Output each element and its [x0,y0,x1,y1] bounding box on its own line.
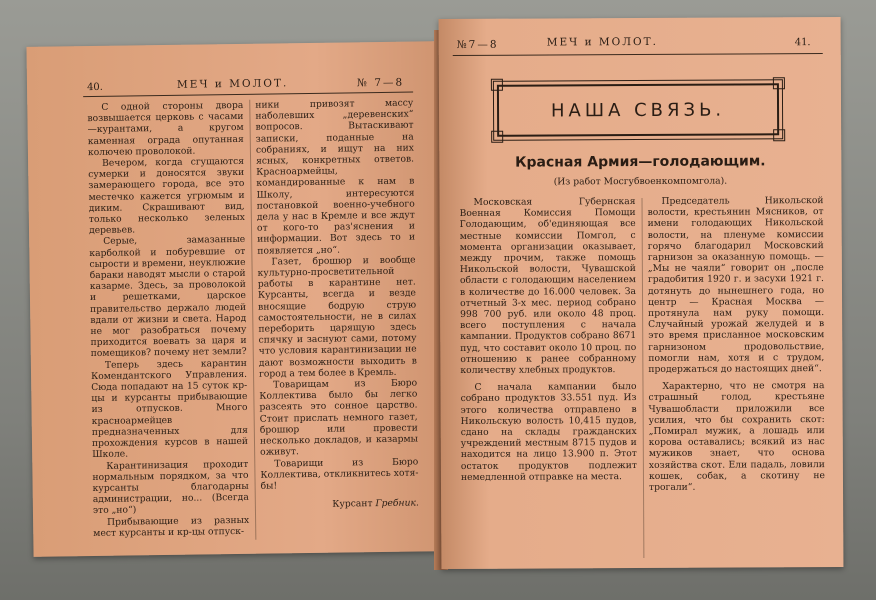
paragraph: Теперь здесь карантин Комендантского Управления. Сюда попадают на 15 суток кр-цы и курсанты прибывающие из отпусков. Много красноармейцев предназначенных для прохождения курсов в нашей Школе. [90,357,249,461]
paragraph: Председатель Никольской волости, крестьянин Мясников, от имени голодающих Никольской волости, на пленуме комиссии горячо благодарил Московский гарнизон за оказанную помощь. —„Мы не чаяли“ говорит он „после градобития 1920 г. и засухи 1921 г. дотянуть до нынешнего года, но центр — Красная Москва — протянула нам руку помощи. Случайный урожай желудей и в это время присланное московским гарнизоном продовольствие, помогли нам, хотя и с трудом, продержаться до настоящих дней“. [647,195,825,376]
paragraph: Характерно, что не смотря на страшный голод, крестьяне Чувашобласти приложили все усилия, что бы сохранить скот: „Помирал мужик, а лошадь или корова оставались; всякий из нас мужиков знает, что основа хозяйства скот. Ели падаль, ловили кошек, собак, а скотину не трогали“. [648,380,825,494]
corner-ornament [773,129,785,141]
paragraph: С одной стороны двора возвышается церковь с часами—курантами, а кругом каменная ограда опутанная колючею проволокой. [87,99,244,158]
signature-name: Гребник. [375,497,419,510]
paragraph: Карантинизация проходит нормальным порядком, за что курсанты благодарны администрации, но... (Всегда это „но“) [92,458,249,517]
left-column-1 [87,100,249,539]
paragraph: Прибывающие из разных мест курсанты и кр-цы отпуск- [93,514,250,539]
paragraph: Серые, замазанные карболкой и побуревшие от сырости и времени, неуклюжие бараки наводят мысли о старой казарме. Здесь, за проволокой и решетками, царское правительство держало людей вдали от жизни и света. Народ не мог разобраться почему приходится воевать за царя и помещиков? почему нет земли? [89,234,247,360]
article-subtitle: (Из работ Мосгубвоенкомпомгола). [553,175,728,188]
left-header-rule [83,92,413,98]
article-title: Красная Армия—голодающим. [515,153,766,171]
section-title-box [497,83,779,136]
paragraph: ники привозят массу наболевших „деревенских“ вопросов. Вытаскивают записки, поданные на собраниях, и ищут на них ясных, конкретных ответов. Красноармейцы, командированные к нам в Школу, интересуются постановкой военно-учебного дела у нас в Кремле и все ждут от кого-то раз'яснения и информации. Вот здесь то и появляется „но“. [255,97,416,257]
right-header-rule [453,53,823,56]
column-divider [642,198,645,558]
paragraph: Товарищам из Бюро Коллектива было бы легко разсеять это сонное царство. Стоит прислать немного газет, брошюр или провести несколько докладов, и казармы оживут. [259,377,419,458]
signature-prefix: Курсант [332,498,373,510]
left-page [26,41,447,557]
paragraph: С начала кампании было собрано продуктов 33.551 пуд. Из этого количества отправлено в Никольскую волость 10,415 пудов, сдано на склады гражданских учреждений местным 8715 пудов и находится на лицо 13.900 п. Этот остаток продуктов подлежит немедленной отправке на места. [460,381,637,483]
signature [261,498,419,511]
right-column-1 [459,196,636,483]
left-issue-number: № 7—8 [356,76,405,90]
right-issue-number: №7—8 [456,38,499,51]
corner-ornament [491,79,503,91]
left-page-number: 40. [86,81,104,94]
corner-ornament [773,77,785,89]
paragraph: Московская Губернская Военная Комиссия Помощи Голодающим, об'единяющая все местные комиссии Помгол, с момента организации оказывает, между прочим, также помощь Никольской волости, Чувашской области с голодающим населением в количестве до 16.000 человек. За отчетный 3-х мес. период собрано 998 700 руб. или около 48 проц. всего поступления с начала кампании. Продуктов собрано 8671 пуд, что составит около 10 проц. по отношению к ранее собранному количеству хлебных продуктов. [459,196,637,376]
right-column-2 [647,195,825,493]
paragraph: Вечером, когда сгущаются сумерки и доносятся звуки замерающего города, все это местечко кажется угрюмым и диким. Скрашивают вид, только несколько зеленых деревьев. [88,155,245,237]
right-journal-title: МЕЧ и МОЛОТ. [546,35,658,49]
left-column-2 [255,98,419,511]
paragraph: Товарищи из Бюро Коллектива, откликнитесь хотя-бы! [260,455,419,492]
left-journal-title: МЕЧ и МОЛОТ. [176,77,289,91]
section-title: НАША СВЯЗЬ. [550,99,726,121]
paragraph: Газет, брошюр и вообще культурно-просветительной работы в карантине нет. Курсанты, всегда и везде вносящие бодрую струю самостоятельности, не в силах переборить царящую здесь спячку и заснуют сами, потому что условия карантинизации не дают возможности выходить в город а тем более в Кремль. [257,254,417,380]
right-page-number: 41. [794,37,811,49]
corner-ornament [491,131,503,143]
right-page [439,17,844,569]
